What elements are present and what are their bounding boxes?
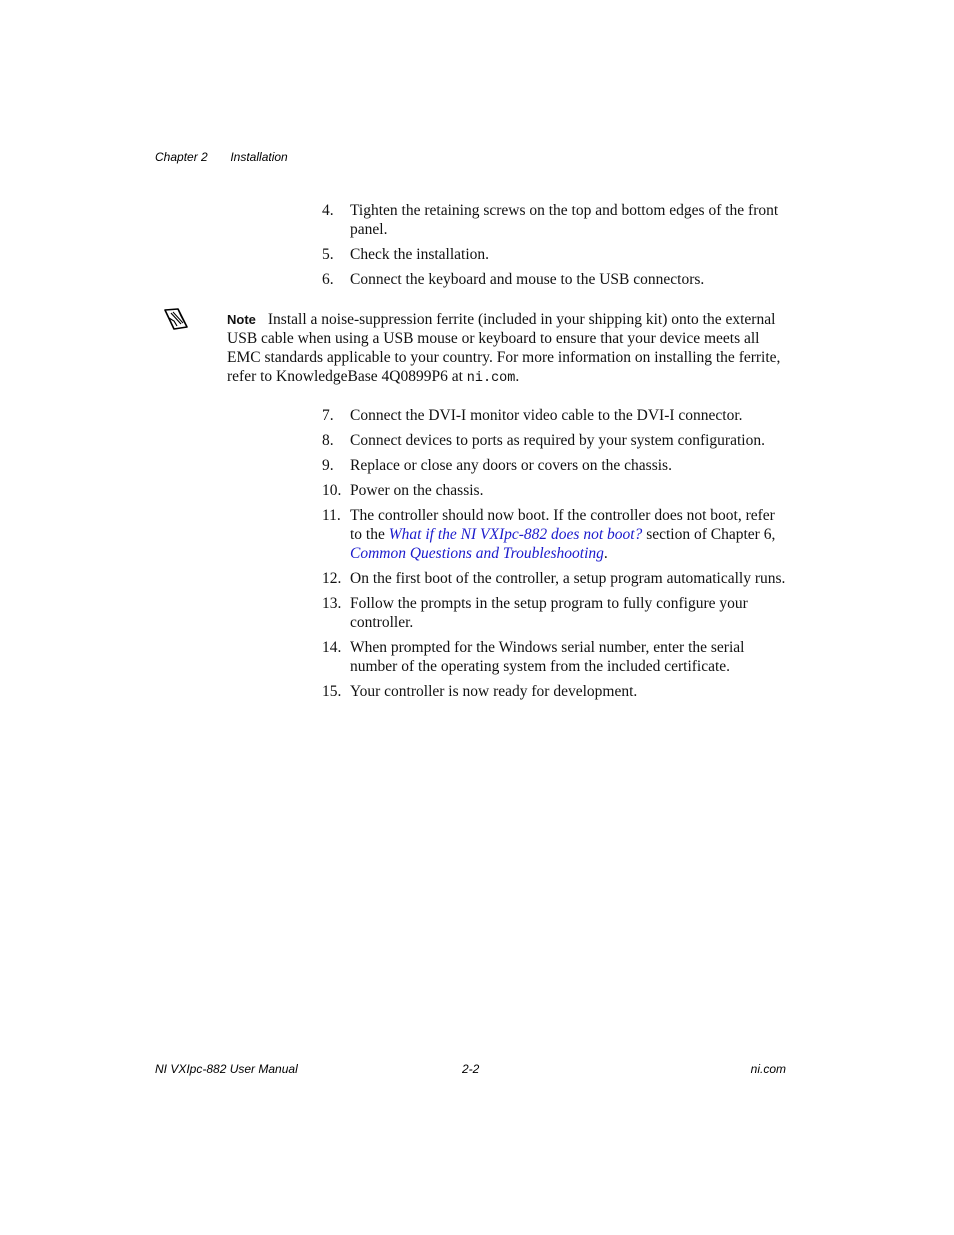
- step-text: Replace or close any doors or covers on the chassis.: [350, 457, 672, 474]
- list-item: [322, 201, 788, 239]
- step-text: Power on the chassis.: [350, 482, 484, 499]
- note-hand-icon: [162, 306, 190, 332]
- note-end: .: [515, 368, 520, 385]
- step11-mid: section of Chapter 6,: [642, 526, 776, 543]
- footer-manual-title: NI VXIpc-882 User Manual: [155, 1062, 298, 1076]
- list-item: [322, 682, 788, 701]
- footer-page-number: 2-2: [462, 1062, 480, 1076]
- footer-site: ni.com: [750, 1062, 786, 1076]
- step-number: 12.: [322, 570, 342, 587]
- step-number: 13.: [322, 595, 342, 612]
- steps-list-1: [322, 201, 788, 295]
- list-item: [322, 245, 788, 264]
- step-number: 6.: [322, 271, 334, 288]
- step-text: On the first boot of the controller, a setup program automatically runs.: [350, 570, 786, 587]
- header-chapter: Chapter 2: [155, 150, 208, 164]
- list-item: [322, 569, 788, 588]
- step-text: Connect devices to ports as required by your system configuration.: [350, 432, 765, 449]
- step-number: 11.: [322, 507, 341, 524]
- step-number: 8.: [322, 432, 334, 449]
- step-number: 10.: [322, 482, 342, 499]
- step-text: Connect the DVI-I monitor video cable to the DVI-I connector.: [350, 407, 743, 424]
- step-text: Connect the keyboard and mouse to the USB connectors.: [350, 271, 705, 288]
- note-text: Install a noise-suppression ferrite (included in your shipping kit) onto the external USB cable when using a USB mouse or keyboard to ensure that your device meets all EMC standards applicable to your country. For more information on installing the ferrite, refer to KnowledgeBase 4Q0899P6 at: [227, 311, 781, 385]
- step-text: Your controller is now ready for development.: [350, 683, 638, 700]
- list-item: [322, 456, 788, 475]
- list-item: [322, 638, 788, 676]
- step-text: When prompted for the Windows serial number, enter the serial number of the operating system from the included certificate.: [350, 639, 745, 675]
- step-number: 9.: [322, 457, 334, 474]
- step-text: Tighten the retaining screws on the top and bottom edges of the front panel.: [350, 202, 779, 238]
- troubleshoot-boot-link[interactable]: What if the NI VXIpc-882 does not boot?: [388, 526, 643, 543]
- step-number: 15.: [322, 683, 342, 700]
- step-text: [350, 506, 788, 563]
- step-text: Follow the prompts in the setup program to fully configure your controller.: [350, 595, 748, 631]
- list-item: [322, 506, 788, 563]
- note-label: Note: [227, 312, 256, 327]
- steps-list-2: [322, 406, 788, 707]
- step-number: 7.: [322, 407, 334, 424]
- list-item: [322, 406, 788, 425]
- list-item: [322, 594, 788, 632]
- step-text: Check the installation.: [350, 246, 490, 263]
- list-item: [322, 481, 788, 500]
- page-header: [155, 150, 288, 164]
- note-block: [227, 310, 788, 388]
- note-site: ni.com: [466, 371, 516, 386]
- header-section: Installation: [230, 150, 288, 164]
- step-number: 14.: [322, 639, 342, 656]
- step-number: 5.: [322, 246, 334, 263]
- step-number: 4.: [322, 202, 334, 219]
- chapter6-link[interactable]: Common Questions and Troubleshooting: [350, 545, 604, 562]
- list-item: [322, 270, 788, 289]
- step11-end: .: [603, 545, 608, 562]
- step11-pre: The controller should now boot. If the controller does not boot, refer to the: [350, 507, 775, 543]
- list-item: [322, 431, 788, 450]
